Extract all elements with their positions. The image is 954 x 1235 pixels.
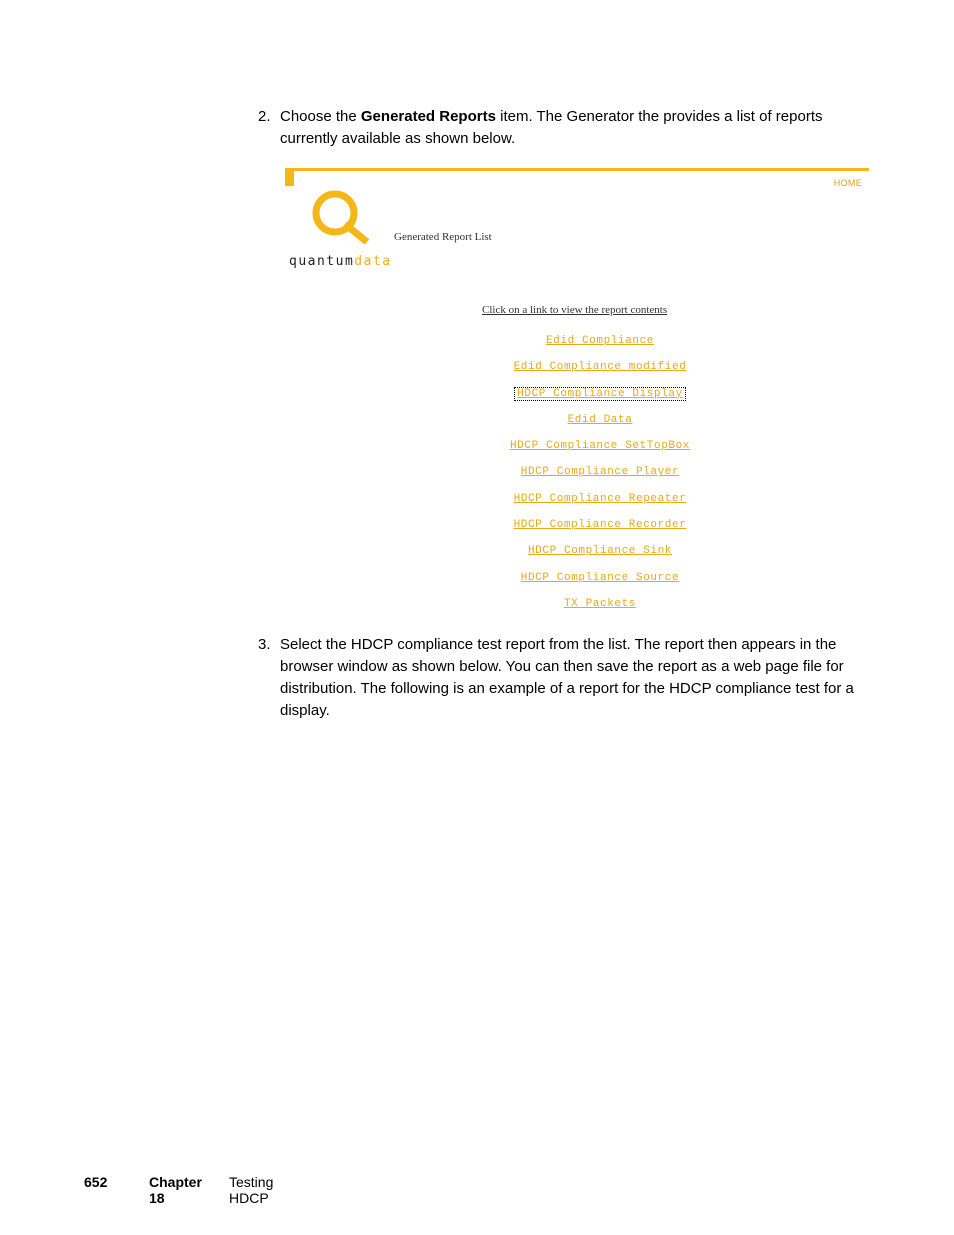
- step-text: Choose the Generated Reports item. The Generator the provides a list of reports currently available as shown below.: [280, 108, 823, 147]
- step-number: 3.: [258, 636, 271, 653]
- report-link-hdcp-compliance-sink[interactable]: HDCP Compliance Sink: [527, 545, 673, 558]
- report-link-hdcp-compliance-repeater[interactable]: HDCP Compliance Repeater: [513, 492, 687, 505]
- step-2: [258, 106, 870, 150]
- report-link-hdcp-compliance-display[interactable]: HDCP Compliance Display: [517, 387, 683, 400]
- list-item: [285, 540, 915, 566]
- list-item: [285, 383, 915, 409]
- list-item: [285, 409, 915, 435]
- list-item: [285, 330, 915, 356]
- chapter-title: Testing HDCP: [229, 1174, 274, 1206]
- list-item: [285, 514, 915, 540]
- page-number: 652: [84, 1174, 108, 1190]
- home-link[interactable]: HOME: [833, 178, 862, 188]
- report-link-hdcp-compliance-source[interactable]: HDCP Compliance Source: [520, 571, 680, 584]
- list-item: [285, 593, 915, 619]
- report-link-hdcp-compliance-settopbox[interactable]: HDCP Compliance SetTopBox: [509, 440, 691, 453]
- generated-reports-term: Generated Reports: [360, 108, 496, 125]
- list-item: [285, 435, 915, 461]
- step-3: [258, 634, 870, 722]
- step-text: Select the HDCP compliance test report from the list. The report then appears in the browser window as shown below. You can then save the report as a web page file for distribution. The following is an example of a report for the HDCP compliance test for a display.: [280, 636, 854, 719]
- report-link-edid-compliance[interactable]: Edid Compliance: [545, 335, 655, 347]
- quantumdata-q-logo-icon: [309, 188, 371, 244]
- report-link-list: [285, 330, 915, 619]
- step-number: 2.: [258, 108, 271, 125]
- top-accent-bar: [285, 168, 869, 171]
- report-link-edid-data[interactable]: Edid Data: [567, 413, 633, 426]
- list-item: [285, 461, 915, 487]
- instruction-text: Click on a link to view the report contents: [482, 304, 668, 316]
- report-link-tx-packets[interactable]: TX Packets: [563, 597, 636, 610]
- report-link-hdcp-compliance-recorder[interactable]: HDCP Compliance Recorder: [513, 519, 687, 532]
- report-link-edid-compliance-modified[interactable]: Edid Compliance modified: [513, 361, 687, 374]
- list-item: [285, 356, 915, 382]
- list-item: [285, 488, 915, 514]
- corner-accent: [285, 168, 294, 186]
- brand-wordmark: quantumdata: [289, 254, 392, 269]
- chapter-label: Chapter 18: [149, 1174, 202, 1206]
- list-item: [285, 567, 915, 593]
- report-link-hdcp-compliance-player[interactable]: HDCP Compliance Player: [520, 466, 680, 479]
- page-title: Generated Report List: [394, 231, 492, 243]
- generated-report-list-screenshot: [285, 168, 869, 616]
